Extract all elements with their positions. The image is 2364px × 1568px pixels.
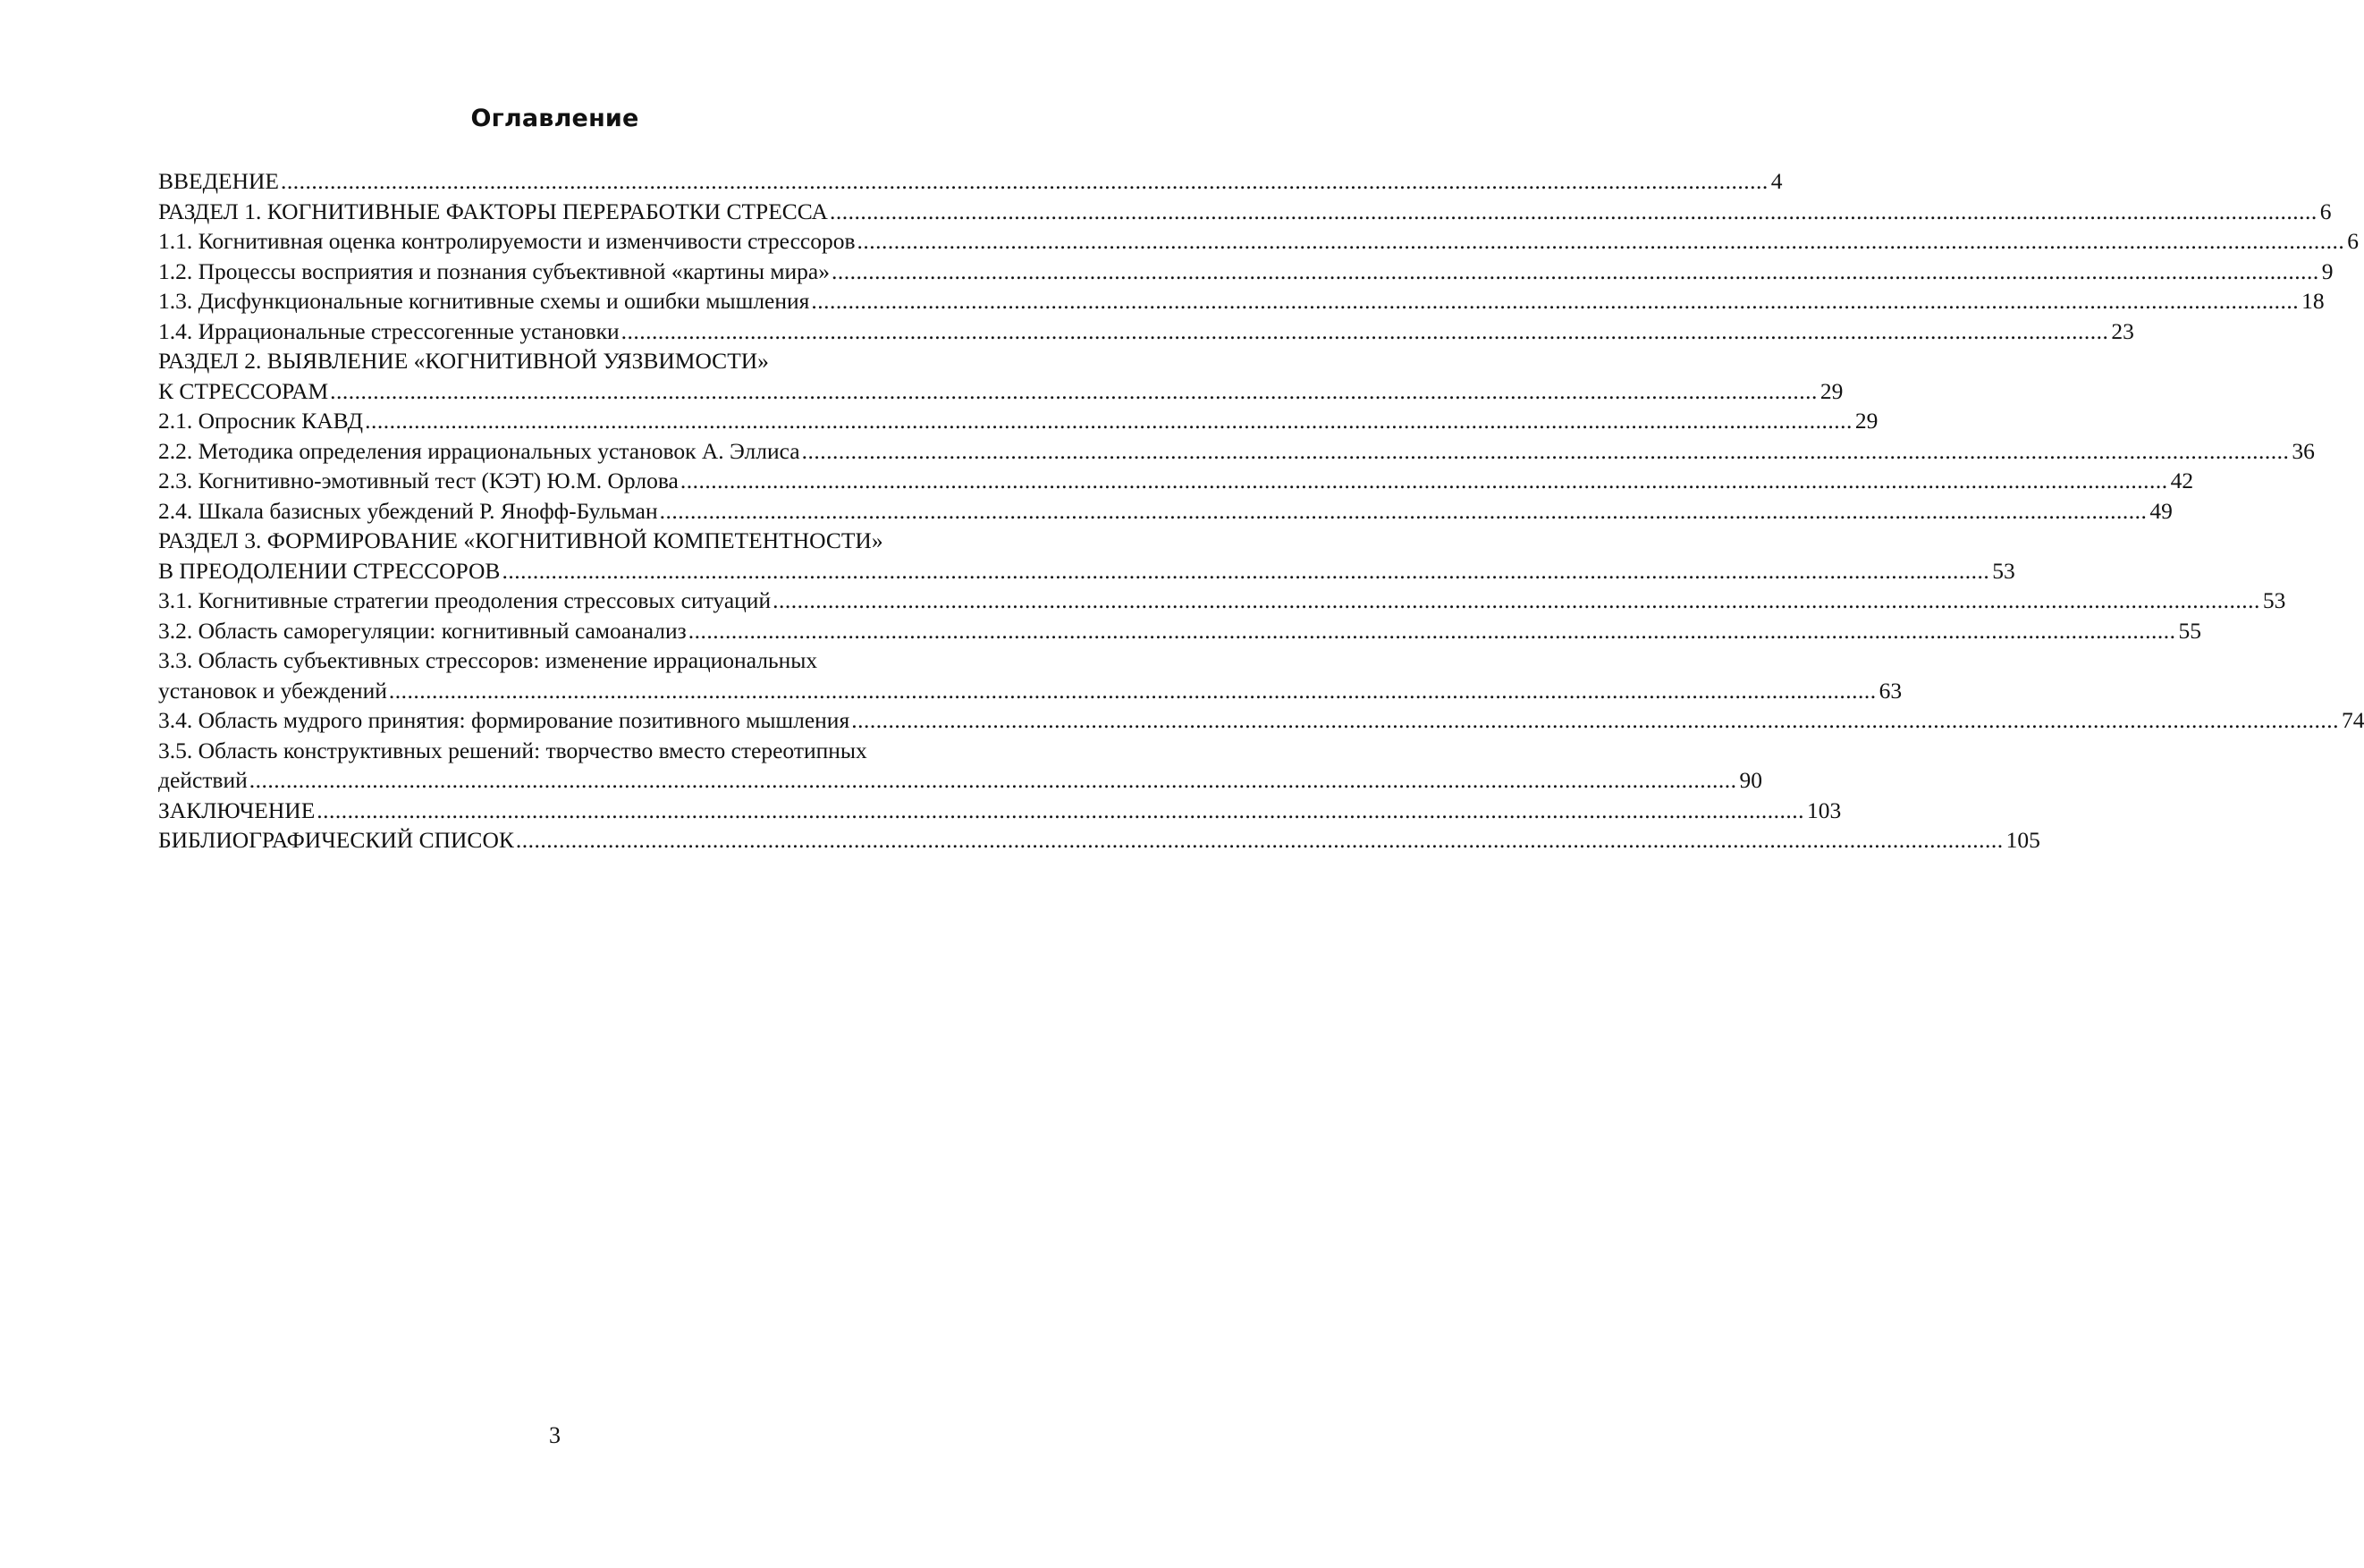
dot-leader <box>857 226 2345 257</box>
toc-entry-label-first-line: РАЗДЕЛ 3. ФОРМИРОВАНИЕ «КОГНИТИВНОЙ КОМПЕТЕНТНОСТИ» <box>158 527 883 553</box>
toc-entry-label: РАЗДЕЛ 1. КОГНИТИВНЫЕ ФАКТОРЫ ПЕРЕРАБОТКИ СТРЕССА <box>158 198 828 224</box>
dot-leader <box>516 825 2004 856</box>
toc-entry-2-4[interactable] <box>158 496 2173 527</box>
toc-entry-page: 63 <box>1879 677 1903 704</box>
dot-leader <box>365 406 1853 436</box>
dot-leader <box>832 257 2319 287</box>
toc-entry-label: 1.1. Когнитивная оценка контролируемости и изменчивости стрессоров <box>158 228 856 254</box>
toc-entry-page: 29 <box>1819 377 1844 404</box>
toc-entry-page: 103 <box>1807 797 1842 823</box>
toc-entry-3-2[interactable] <box>158 616 2201 646</box>
toc-entry-label: 1.2. Процессы восприятия и познания субъективной «картины мира» <box>158 257 830 284</box>
toc-entry-3-1[interactable] <box>158 586 2286 616</box>
toc-entry-label: действий <box>158 767 248 793</box>
toc-entry-1-2[interactable] <box>158 257 2334 287</box>
toc-entry-page: 18 <box>2301 288 2325 314</box>
dot-leader <box>502 556 1989 586</box>
toc-entry-page: 105 <box>2005 827 2040 853</box>
toc-entry-bibliography[interactable] <box>158 825 2040 856</box>
dot-leader <box>317 796 1804 826</box>
toc-entry-3-5[interactable] <box>158 736 1762 796</box>
table-of-contents <box>158 166 2364 856</box>
toc-entry-1-4[interactable] <box>158 316 2134 347</box>
toc-entry-label-first-line: 3.5. Область конструктивных решений: творчество вместо стереотипных <box>158 737 867 763</box>
dot-leader <box>660 496 2148 527</box>
dot-leader <box>688 616 2176 646</box>
toc-entry-label: ВВЕДЕНИЕ <box>158 168 279 194</box>
dot-leader <box>389 676 1877 706</box>
toc-entry-page: 6 <box>2347 228 2360 254</box>
toc-entry-page: 55 <box>2178 617 2201 644</box>
toc-entry-page: 90 <box>1739 767 1762 793</box>
toc-entry-label-first-line: РАЗДЕЛ 2. ВЫЯВЛЕНИЕ «КОГНИТИВНОЙ УЯЗВИМОСТИ» <box>158 348 769 374</box>
toc-entry-page: 9 <box>2321 257 2334 284</box>
toc-entry-label: 1.4. Иррациональные стрессогенные установки <box>158 317 620 344</box>
toc-entry-continuation <box>158 765 1762 796</box>
toc-entry-label: 2.1. Опросник КАВД <box>158 408 364 434</box>
dot-leader <box>249 765 1737 796</box>
toc-entry-3-4[interactable] <box>158 705 2364 736</box>
page-number: 3 <box>549 1422 561 1448</box>
dot-leader <box>621 316 2109 347</box>
toc-entry-label: 2.4. Шкала базисных убеждений Р. Янофф-Бульман <box>158 497 658 524</box>
toc-entry-label-first-line: 3.3. Область субъективных стрессоров: изменение иррациональных <box>158 647 818 673</box>
toc-entry-label: 2.3. Когнитивно-эмотивный тест (КЭТ) Ю.М. Орлова <box>158 468 679 493</box>
toc-entry-label: В ПРЕОДОЛЕНИИ СТРЕССОРОВ <box>158 557 501 584</box>
toc-entry-label: БИБЛИОГРАФИЧЕСКИЙ СПИСОК <box>158 827 514 853</box>
toc-entry-2-2[interactable] <box>158 436 2315 467</box>
toc-entry-page: 74 <box>2341 707 2364 733</box>
toc-entry-page: 6 <box>2319 198 2332 224</box>
toc-entry-continuation <box>158 676 1903 706</box>
toc-entry-1-1[interactable] <box>158 226 2360 257</box>
toc-entry-page: 23 <box>2111 317 2134 344</box>
toc-title: Оглавление <box>470 105 639 132</box>
toc-entry-label: 2.2. Методика определения иррациональных установок А. Эллиса <box>158 437 800 464</box>
toc-entry-label: 3.4. Область мудрого принятия: формирование позитивного мышления <box>158 707 850 733</box>
toc-entry-label: 1.3. Дисфункциональные когнитивные схемы и ошибки мышления <box>158 288 810 314</box>
toc-entry-introduction[interactable] <box>158 166 1783 197</box>
toc-entry-continuation <box>158 376 1844 407</box>
toc-entry-section-3[interactable] <box>158 526 2015 586</box>
dot-leader <box>830 197 2318 227</box>
toc-entry-page: 42 <box>2170 468 2194 493</box>
toc-entry-label: К СТРЕССОРАМ <box>158 377 329 404</box>
toc-entry-page: 53 <box>2262 587 2286 613</box>
toc-entry-2-1[interactable] <box>158 406 1879 436</box>
dot-leader <box>680 466 2168 496</box>
toc-entry-conclusion[interactable] <box>158 796 1842 826</box>
dot-leader <box>330 376 1818 407</box>
toc-entry-page: 29 <box>1854 408 1879 434</box>
toc-entry-2-3[interactable] <box>158 466 2194 496</box>
toc-entry-3-3[interactable] <box>158 645 1903 705</box>
toc-entry-1-3[interactable] <box>158 286 2325 316</box>
toc-entry-label: ЗАКЛЮЧЕНИЕ <box>158 797 316 823</box>
toc-entry-section-1[interactable] <box>158 197 2332 227</box>
toc-entry-label: 3.1. Когнитивные стратегии преодоления стрессовых ситуаций <box>158 587 772 613</box>
dot-leader <box>811 286 2299 316</box>
toc-entry-page: 49 <box>2149 497 2173 524</box>
toc-entry-label: 3.2. Область саморегуляции: когнитивный самоанализ <box>158 617 687 644</box>
toc-entry-page: 36 <box>2292 437 2315 464</box>
dot-leader <box>773 586 2260 616</box>
toc-entry-section-2[interactable] <box>158 346 1844 406</box>
toc-entry-page: 4 <box>1770 168 1783 194</box>
dot-leader <box>851 705 2339 736</box>
toc-entry-page: 53 <box>1992 557 2015 584</box>
toc-entry-label: установок и убеждений <box>158 677 387 704</box>
toc-entry-continuation <box>158 556 2015 586</box>
dot-leader <box>802 436 2290 467</box>
dot-leader <box>281 166 1769 197</box>
